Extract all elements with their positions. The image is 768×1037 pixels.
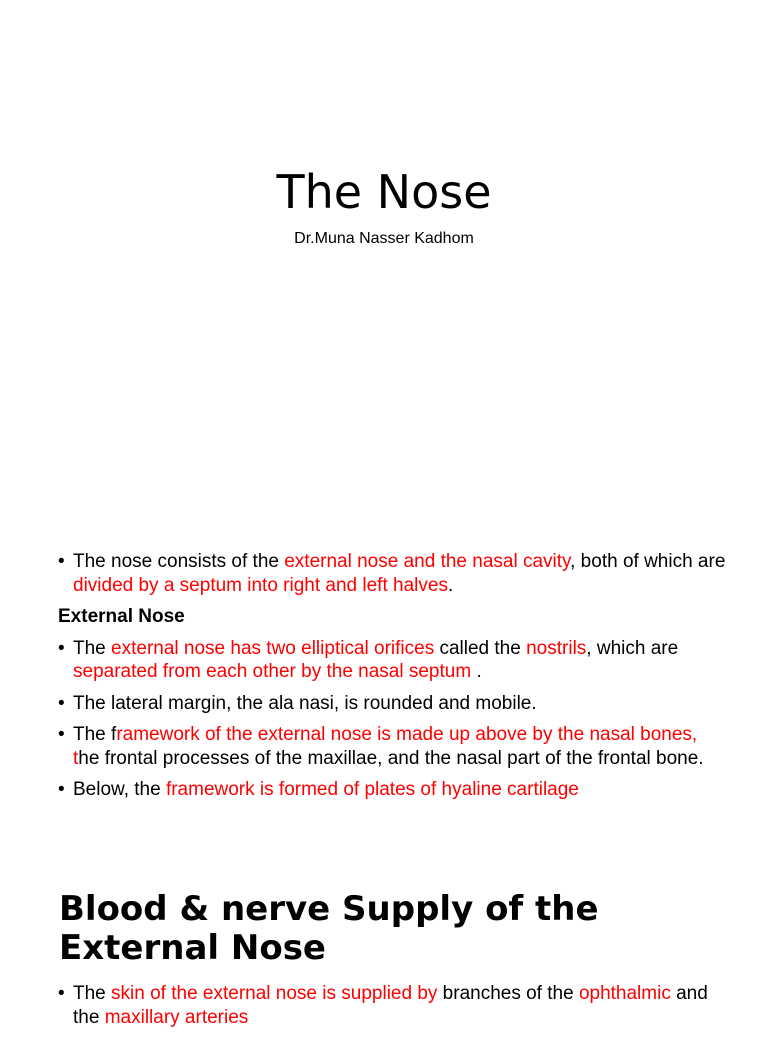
emphasis-segment: separated from each other by the nasal septum — [73, 661, 472, 682]
bullet-text — [73, 724, 704, 769]
bullet-text — [73, 779, 579, 800]
bullet-marker: • — [58, 983, 65, 1004]
bullet-marker: • — [58, 779, 65, 800]
text-segment: . — [447, 574, 454, 596]
text-segment: The lateral margin, the ala nasi, is rounded and mobile. — [73, 692, 537, 714]
external-nose-bullets — [58, 637, 728, 802]
bullet-text — [73, 638, 678, 683]
emphasis-segment: ramework of the external nose is made up above by the nasal bones, t — [73, 724, 698, 769]
emphasis-segment: skin of the external nose is supplied by — [111, 983, 438, 1004]
text-segment: The — [73, 983, 112, 1004]
intro-bullets — [58, 550, 728, 597]
bullet-text — [73, 551, 725, 596]
slide-title: The Nose — [276, 165, 492, 219]
text-segment: . — [471, 661, 482, 682]
bullet-text — [73, 693, 537, 714]
bullet-item — [58, 723, 728, 770]
text-segment: branches of the — [437, 983, 579, 1004]
text-segment: The f — [73, 724, 117, 745]
section-subheading: External Nose — [58, 606, 185, 627]
emphasis-segment: external nose and the nasal cavity — [284, 551, 571, 572]
blood-nerve-supply-title: Blood & nerve Supply of the External Nose — [59, 889, 599, 968]
bullet-marker: • — [58, 692, 65, 714]
bullet-item — [58, 778, 728, 802]
blood-supply-slide — [58, 982, 728, 1037]
text-segment: , both of which are — [570, 551, 726, 572]
text-segment: Below, the — [73, 779, 166, 800]
bullet-item — [58, 550, 728, 597]
emphasis-segment: ophthalmic — [578, 983, 671, 1004]
text-segment: The nose consists of the — [73, 551, 285, 572]
text-segment: The — [73, 637, 112, 659]
bullet-item — [58, 982, 728, 1029]
text-segment: , which are — [586, 637, 679, 659]
emphasis-segment: divided by a septum into right and left halves — [73, 574, 448, 596]
emphasis-segment: nostrils — [526, 637, 587, 659]
emphasis-segment: maxillary arteries — [104, 1006, 249, 1028]
slide-subtitle: Dr.Muna Nasser Kadhom — [294, 230, 474, 247]
emphasis-segment: framework is formed of plates of hyaline cartilage — [165, 779, 579, 800]
text-segment: called the — [434, 637, 527, 659]
bullet-text — [73, 983, 708, 1028]
bullet-marker: • — [58, 637, 65, 659]
bullet-marker: • — [58, 724, 65, 745]
bullet-item — [58, 637, 728, 684]
text-segment: he frontal processes of the maxillae, and the nasal part of the frontal bone. — [78, 747, 704, 769]
bullet-marker: • — [58, 551, 65, 572]
text-segment: and the — [73, 983, 708, 1028]
emphasis-segment: external nose has two elliptical orifices — [111, 637, 435, 659]
bullet-item — [58, 692, 728, 716]
external-nose-slide — [58, 550, 728, 810]
